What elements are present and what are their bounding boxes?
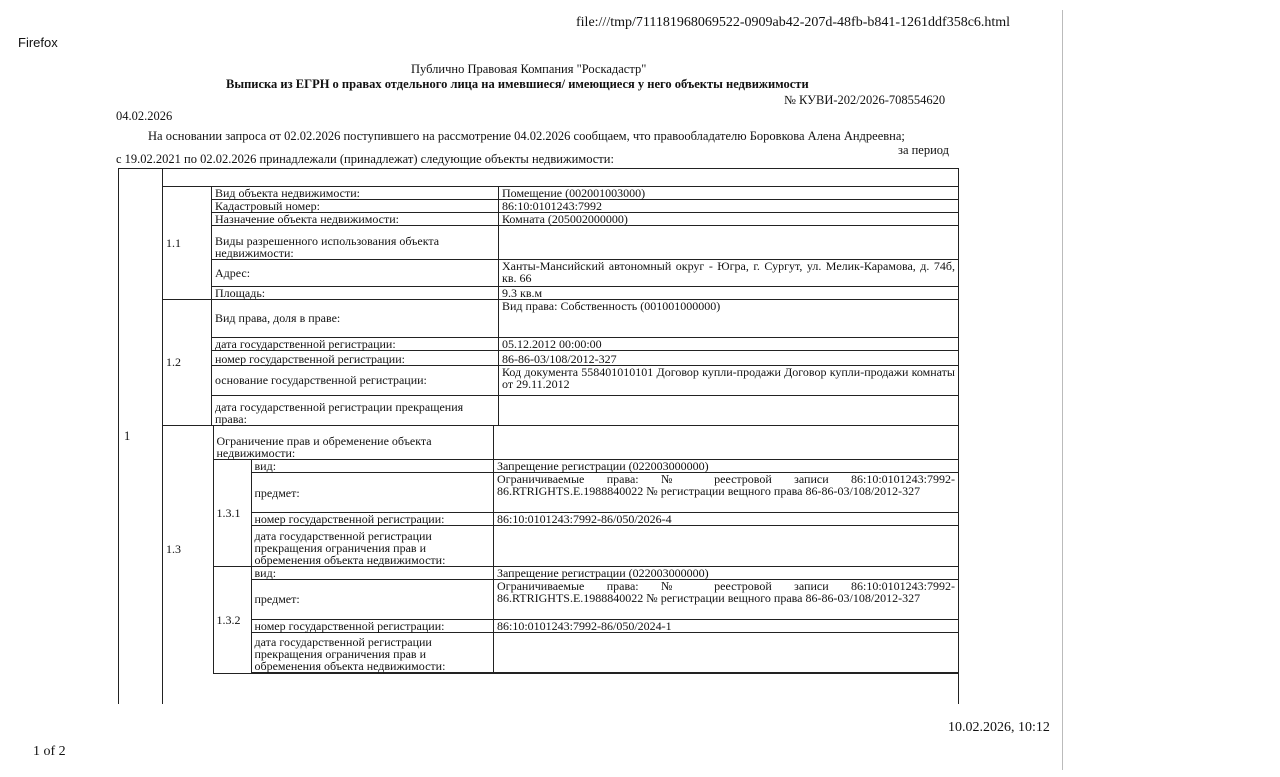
field-value: Вид права: Собственность (001001000000) [499,300,959,337]
property-table [118,168,959,704]
field-value: 86:10:0101243:7992 [499,200,959,213]
field-value [493,426,958,460]
page-counter: 1 of 2 [33,744,66,759]
field-label: номер государственной регистрации: [252,619,494,632]
field-value: Ханты-Мансийский автономный округ - Югра, г. Сургут, ул. Мелик-Карамова, д. 74б, кв. 66 [499,260,959,287]
intro-text: На основании запроса от 02.02.2026 поступившего на рассмотрение 04.02.2026 сообщаем, что правообладателю Боровкова Алена Андреевна; [148,129,905,143]
org-name: Публично Правовая Компания "Роскадастр" [411,62,647,76]
field-label: Виды разрешенного использования объекта недвижимости: [212,226,499,260]
field-label: вид: [252,460,494,473]
field-value: 9.3 кв.м [499,287,959,300]
intro-period: за период [898,143,950,157]
field-label: номер государственной регистрации: [252,513,494,526]
field-label: Адрес: [212,260,499,287]
field-label: дата государственной регистрации прекращения ограничения прав и обременения объекта недвижимости: [252,526,494,566]
print-timestamp: 10.02.2026, 10:12 [948,720,1050,735]
field-label: Кадастровый номер: [212,200,499,213]
subsection-num: 1.3.1 [213,460,251,567]
field-label: дата государственной регистрации прекращения ограничения прав и обременения объекта недвижимости: [252,632,494,672]
field-label: Вид объекта недвижимости: [212,187,499,200]
field-label: номер государственной регистрации: [212,350,499,365]
field-value: Код документа 558401010101 Договор купли-продажи Договор купли-продажи комнаты от 29.11.2012 [499,365,959,395]
field-label: вид: [252,567,494,580]
field-value: 86:10:0101243:7992-86/050/2026-4 [494,513,959,526]
field-label: Площадь: [212,287,499,300]
field-value: 05.12.2012 00:00:00 [499,337,959,350]
section-1-1 [163,186,958,300]
doc-title: Выписка из ЕГРН о правах отдельного лица на имевшиеся/ имеющиеся у него объекты недвижимости [226,77,809,91]
field-value: 86-86-03/108/2012-327 [499,350,959,365]
field-value: Запрещение регистрации (022003000000) [494,460,959,473]
field-label: Назначение объекта недвижимости: [212,213,499,226]
doc-date: 04.02.2026 [116,109,173,123]
field-value: 86:10:0101243:7992-86/050/2024-1 [494,619,959,632]
field-label: Вид права, доля в праве: [212,300,499,337]
encumbrance-1 [252,460,959,566]
field-label: предмет: [252,473,494,513]
field-value: Ограничиваемые права: № реестровой записи 86:10:0101243:7992-86.RTRIGHTS.E.1988840022 № регистрации вещного права 86-86-03/108/2012-327 [494,473,959,513]
field-value [494,632,959,672]
encumbrance-2 [252,567,959,673]
section-num: 1.3 [163,426,213,674]
field-value [494,526,959,566]
intro-range: с 19.02.2021 по 02.02.2026 принадлежали (принадлежат) следующие объекты недвижимости: [116,152,614,166]
section-1-3 [163,426,958,674]
section-num: 1.2 [163,300,212,425]
subsection-num: 1.3.2 [213,566,251,673]
object-number: 1 [124,429,131,444]
section-1-2 [163,300,958,426]
field-label: предмет: [252,579,494,619]
field-value: Запрещение регистрации (022003000000) [494,567,959,580]
field-value [499,226,959,260]
field-value: Комната (205002000000) [499,213,959,226]
field-value: Помещение (002001003000) [499,187,959,200]
page-url: file:///tmp/711181968069522-0909ab42-207d-48fb-b841-1261ddf358c6.html [576,15,1011,30]
browser-name: Firefox [18,35,58,50]
doc-number: № КУВИ-202/2026-708554620 [784,93,946,107]
field-label: основание государственной регистрации: [212,365,499,395]
field-label: Ограничение прав и обременение объекта недвижимости: [213,426,493,460]
section-num: 1.1 [163,187,212,300]
field-value: Ограничиваемые права: № реестровой записи 86:10:0101243:7992-86.RTRIGHTS.E.1988840022 № регистрации вещного права 86-86-03/108/2012-327 [494,579,959,619]
field-label: дата государственной регистрации: [212,337,499,350]
field-label: дата государственной регистрации прекращения права: [212,395,499,425]
field-value [499,395,959,425]
